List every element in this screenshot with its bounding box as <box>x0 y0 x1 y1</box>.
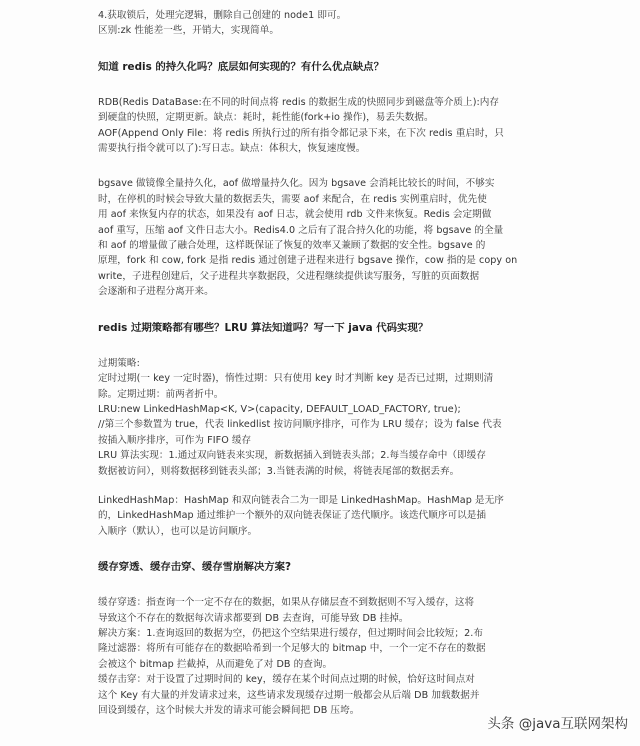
text-line: AOF(Append Only File：将 redis 所执行过的所有指令都记录下来，在下次 redis 重启时，只 <box>98 127 504 139</box>
text-line: 定时过期(一 key 一定时器)，惰性过期：只有使用 key 时才判断 key 是否已过期，过期则清 <box>98 373 494 385</box>
text-line: 的，LinkedHashMap 通过维护一个额外的双向链表保证了迭代顺序。该迭代顺序可以是插 <box>98 510 487 522</box>
section-heading-expiry-lru: redis 过期策略都有哪些？LRU 算法知道吗？写一下 java 代码实现？ <box>98 321 429 334</box>
text-line: write，子进程创建后，父子进程共享数据段，父进程继续提供读写服务，写脏的页面数据 <box>98 270 480 282</box>
text-line: 用 aof 来恢复内存的状态，如果没有 aof 日志，就会使用 rdb 文件来恢复。Redis 会定期做 <box>98 209 492 221</box>
paragraph-linkedhashmap <box>98 493 550 539</box>
text-line: 缓存击穿：对于设置了过期时间的 key，缓存在某个时间点过期的时候，恰好这时间点对 <box>98 674 475 686</box>
text-line: 缓存穿透：指查询一个一定不存在的数据，如果从存储层查不到数据则不写入缓存，这将 <box>98 597 475 609</box>
text-line: RDB(Redis DataBase:在不同的时间点将 redis 的数据生成的快照同步到磁盘等介质上):内存 <box>98 96 500 108</box>
paragraph-expiry-policy <box>98 356 550 479</box>
text-line: 入顺序（默认），也可以是访问顺序。 <box>98 525 258 537</box>
watermark-text: 头条 @java互联网架构 <box>487 716 628 732</box>
text-line: LRU 算法实现：1.通过双向链表来实现，新数据插入到链表头部；2.每当缓存命中（即缓存 <box>98 450 486 462</box>
text-line: 原理，fork 和 cow, fork 是指 redis 通过创建子进程来进行 bgsave 操作，cow 指的是 copy on <box>98 255 518 267</box>
text-line: 4.获取锁后，处理完逻辑，删除自己创建的 node1 即可。 <box>98 10 347 21</box>
text-line: 除。定期过期：前两者折中。 <box>98 388 224 400</box>
section-heading-cache-problems: 缓存穿透、缓存击穿、缓存雪崩解决方案? <box>98 561 292 574</box>
text-line: 过期策略: <box>98 357 140 369</box>
text-line: 隆过滤器：将所有可能存在的数据哈希到一个足够大的 bitmap 中，一个一定不存在的数据 <box>98 643 486 655</box>
text-line: 会被这个 bitmap 拦截掉，从而避免了对 DB 的查询。 <box>98 658 333 670</box>
section-heading-redis-persistence: 知道 redis 的持久化吗？底层如何实现的？有什么优点缺点？ <box>98 60 384 73</box>
text-line: 数据被访问），则将数据移到链表头部；3.当链表满的时候，将链表尾部的数据丢弃。 <box>98 465 460 477</box>
text-line: 会逐渐和子进程分离开来。 <box>98 286 214 298</box>
watermark <box>487 712 628 732</box>
text-line: 到硬盘的快照，定期更新。缺点：耗时，耗性能(fork+io 操作)，易丢失数据。 <box>98 112 434 124</box>
text-line: 回设到缓存，这个时候大并发的请求可能会瞬间把 DB 压垮。 <box>98 705 360 716</box>
text-line: 按插入顺序排序，可作为 FIFO 缓存 <box>98 434 252 446</box>
text-line: 和 aof 的增量做了融合处理，这样既保证了恢复的效率又兼顾了数据的安全性。bgsave 的 <box>98 240 486 252</box>
text-line: LRU:new LinkedHashMap<K, V>(capacity, DEFAULT_LOAD_FACTORY, true); <box>98 403 461 415</box>
paragraph-zk-summary <box>98 8 550 39</box>
paragraph-cache-solutions <box>98 595 550 718</box>
text-line: bgsave 做镜像全量持久化，aof 做增量持久化。因为 bgsave 会消耗比较长的时间，不够实 <box>98 178 495 190</box>
paragraph-bgsave <box>98 176 550 299</box>
text-line: //第三个参数置为 true，代表 linkedlist 按访问顺序排序，可作为 LRU 缓存；设为 false 代表 <box>98 419 502 431</box>
text-line: aof 重写，压缩 aof 文件日志大小。Redis4.0 之后有了混合持久化的功能，将 bgsave 的全量 <box>98 224 504 236</box>
text-line: 区别:zk 性能差一些，开销大，实现简单。 <box>98 25 280 37</box>
paragraph-rdb-aof <box>98 95 550 157</box>
text-line: LinkedHashMap：HashMap 和双向链表合二为一即是 LinkedHashMap。HashMap 是无序 <box>98 494 504 506</box>
text-line: 时，在停机的时候会导致大量的数据丢失，需要 aof 来配合，在 redis 实例重启时，优先使 <box>98 193 487 205</box>
text-line: 需要执行指令就可以了):写日志。缺点：体积大，恢复速度慢。 <box>98 143 366 155</box>
text-line: 这个 Key 有大量的并发请求过来，这些请求发现缓存过期一般都会从后端 DB 加载数据并 <box>98 689 480 701</box>
text-line: 解决方案：1.查询返回的数据为空，仍把这个空结果进行缓存，但过期时间会比较短；2.布 <box>98 627 483 639</box>
text-line: 导致这个不存在的数据每次请求都要到 DB 去查询，可能导致 DB 挂掉。 <box>98 612 409 624</box>
document-body <box>98 8 550 718</box>
